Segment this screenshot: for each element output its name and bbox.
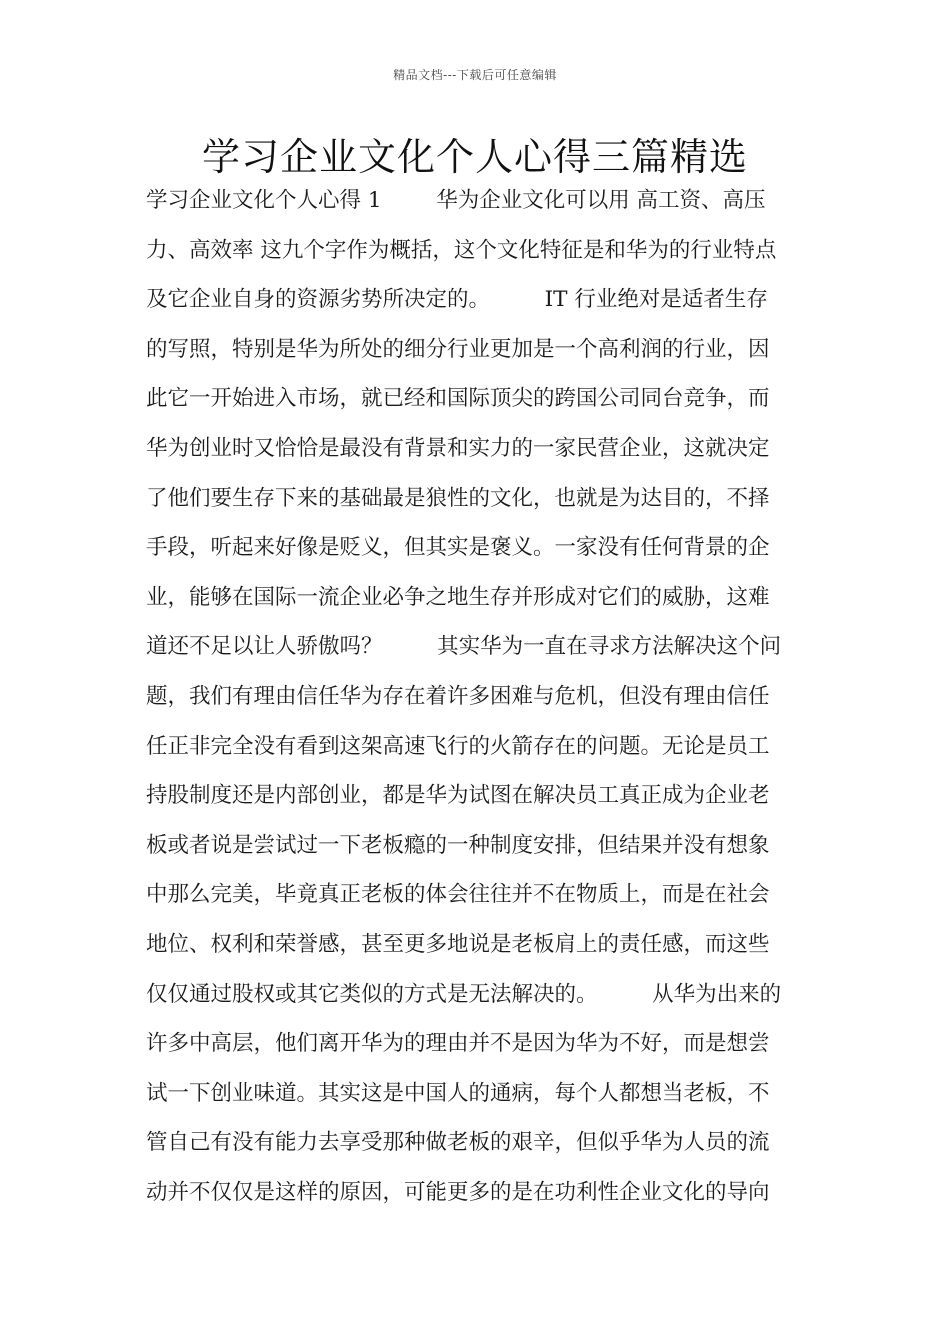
text-line: 动并不仅仅是这样的原因，可能更多的是在功利性企业文化的导向 <box>146 1179 770 1205</box>
document-title: 学习企业文化个人心得三篇精选 <box>201 135 748 179</box>
text-line: 试一下创业味道。其实这是中国人的通病，每个人都想当老板，不 <box>146 1080 770 1106</box>
text-line: 的写照，特别是华为所处的细分行业更加是一个高利润的行业，因 <box>146 336 770 362</box>
text-line: 管自己有没有能力去享受那种做老板的艰辛，但似乎华为人员的流 <box>146 1130 770 1156</box>
text-line: 了他们要生存下来的基础最是狼性的文化，也就是为达目的，不择 <box>146 485 770 511</box>
text-line: 任正非完全没有看到这架高速飞行的火箭存在的问题。无论是员工 <box>146 733 770 759</box>
text-line: 题，我们有理由信任华为存在着许多困难与危机，但没有理由信任 <box>146 683 770 709</box>
text-line: 道还不足以让人骄傲吗？ 其实华为一直在寻求方法解决这个问 <box>146 634 782 660</box>
text-line: 地位、权利和荣誉感，甚至更多地说是老板肩上的责任感，而这些 <box>146 931 770 957</box>
text-line: 板或者说是尝试过一下老板瘾的一种制度安排，但结果并没有想象 <box>146 832 770 858</box>
text-line: 业，能够在国际一流企业必争之地生存并形成对它们的威胁，这难 <box>146 584 770 610</box>
header-note: 精品文档---下载后可任意编辑 <box>393 68 557 82</box>
text-line: 持股制度还是内部创业，都是华为试图在解决员工真正成为企业老 <box>146 783 770 809</box>
text-line: 华为创业时又恰恰是最没有背景和实力的一家民营企业，这就决定 <box>146 435 770 461</box>
text-line: 仅仅通过股权或其它类似的方式是无法解决的。 从华为出来的 <box>146 981 782 1007</box>
body-text <box>146 176 806 1217</box>
text-line: 此它一开始进入市场，就已经和国际顶尖的跨国公司同台竞争，而 <box>146 386 770 412</box>
text-line: 手段，听起来好像是贬义，但其实是褒义。一家没有任何背景的企 <box>146 535 770 561</box>
text-line: 中那么完美，毕竟真正老板的体会往往并不在物质上，而是在社会 <box>146 882 770 908</box>
text-line: 及它企业自身的资源劣势所决定的。 IT 行业绝对是适者生存 <box>146 287 768 313</box>
text-line: 许多中高层，他们离开华为的理由并不是因为华为不好，而是想尝 <box>146 1031 770 1057</box>
text-line: 力、高效率 这九个字作为概括，这个文化特征是和华为的行业特点 <box>146 237 777 263</box>
text-line: 学习企业文化个人心得 1 华为企业文化可以用 高工资、高压 <box>146 188 766 213</box>
